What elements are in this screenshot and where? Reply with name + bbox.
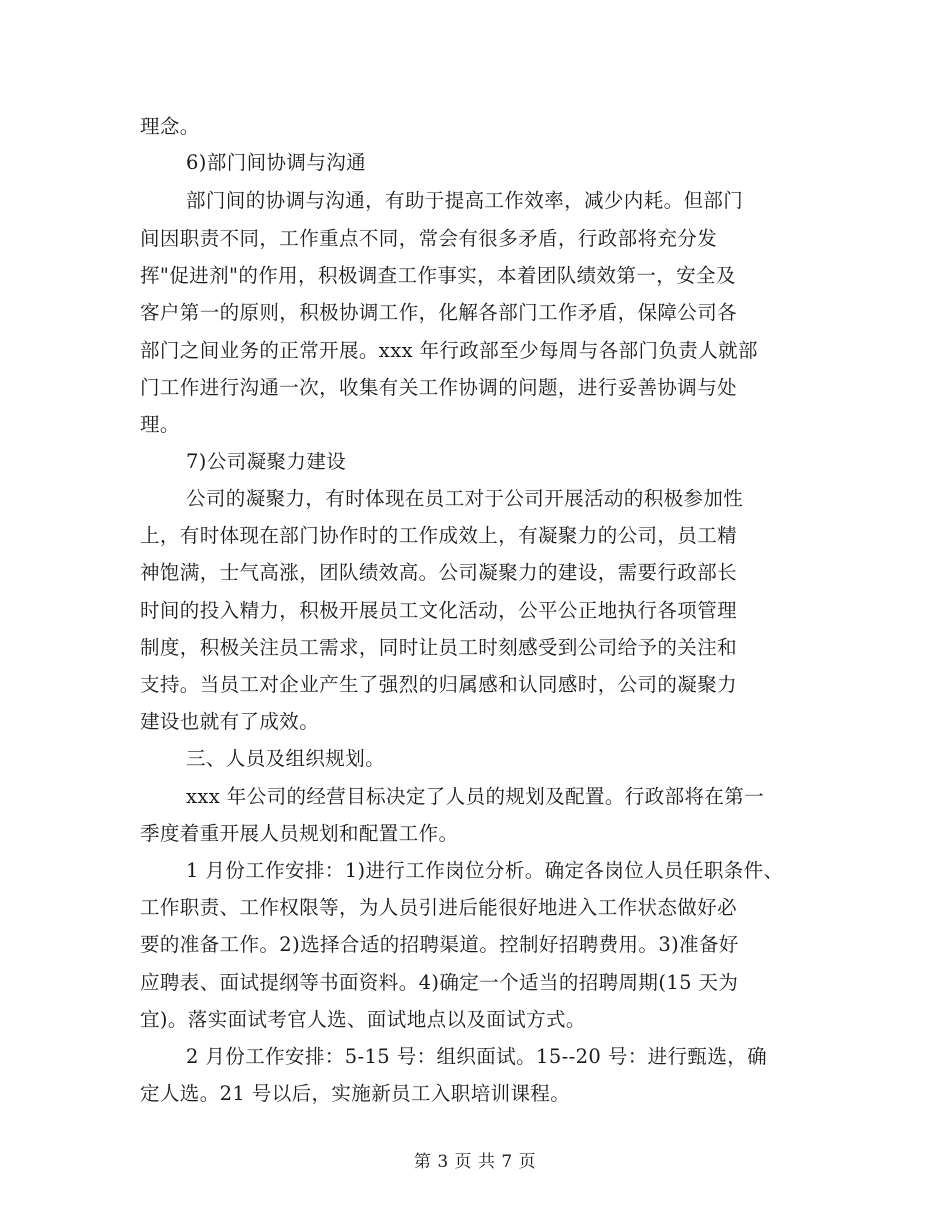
paragraph-line: 神饱满，士气高涨，团队绩效高。公司凝聚力的建设，需要行政部长 [140, 561, 738, 584]
paragraph-line: 部门间的协调与沟通，有助于提高工作效率，减少内耗。但部门 [186, 189, 744, 212]
paragraph-line: 客户第一的原则，积极协调工作，化解各部门工作矛盾，保障公司各 [140, 301, 738, 324]
paragraph-line: 支持。当员工对企业产生了强烈的归属感和认同感时，公司的凝聚力 [140, 673, 738, 696]
paragraph-line: 宜)。落实面试考官人选、面试地点以及面试方式。 [140, 1008, 586, 1031]
paragraph-line: 2 月份工作安排：5-15 号：组织面试。15--20 号：进行甄选，确 [186, 1045, 768, 1068]
paragraph-line: 间因职责不同，工作重点不同，常会有很多矛盾，行政部将充分发 [140, 227, 718, 250]
paragraph-line: 上，有时体现在部门协作时的工作成效上，有凝聚力的公司，员工精 [140, 524, 738, 547]
paragraph-line: 时间的投入精力，积极开展员工文化活动，公平公正地执行各项管理 [140, 599, 738, 622]
paragraph-line: 季度着重开展人员规划和配置工作。 [140, 822, 459, 845]
paragraph-line: 要的准备工作。2)选择合适的招聘渠道。控制好招聘费用。3)准备好 [140, 933, 739, 956]
section-heading: 7)公司凝聚力建设 [186, 450, 347, 473]
paragraph-line: 挥"促进剂"的作用，积极调查工作事实，本着团队绩效第一，安全及 [140, 264, 736, 287]
section-heading: 三、人员及组织规划。 [186, 747, 386, 770]
paragraph-line: 制度，积极关注员工需求，同时让员工时刻感受到公司给予的关注和 [140, 636, 738, 659]
paragraph-line: 建设也就有了成效。 [140, 710, 320, 733]
page-number: 第 3 页 共 7 页 [413, 1152, 537, 1172]
paragraph-line: 公司的凝聚力，有时体现在员工对于公司开展活动的积极参加性 [186, 487, 744, 510]
paragraph-line: 部门之间业务的正常开展。xxx 年行政部至少每周与各部门负责人就部 [140, 339, 758, 362]
paragraph-line: 定人选。21 号以后，实施新员工入职培训课程。 [140, 1082, 571, 1105]
paragraph-line: 工作职责、工作权限等，为人员引进后能很好地进入工作状态做好必 [140, 896, 738, 919]
section-heading: 6)部门间协调与沟通 [186, 151, 367, 174]
paragraph-line: xxx 年公司的经营目标决定了人员的规划及配置。行政部将在第一 [186, 785, 765, 808]
text-line: 理念。 [140, 115, 200, 138]
paragraph-line: 1 月份工作安排：1)进行工作岗位分析。确定各岗位人员任职条件、 [186, 859, 784, 882]
paragraph-line: 理。 [140, 413, 180, 436]
paragraph-line: 门工作进行沟通一次，收集有关工作协调的问题，进行妥善协调与处 [140, 376, 738, 399]
paragraph-line: 应聘表、面试提纲等书面资料。4)确定一个适当的招聘周期(15 天为 [140, 971, 739, 994]
